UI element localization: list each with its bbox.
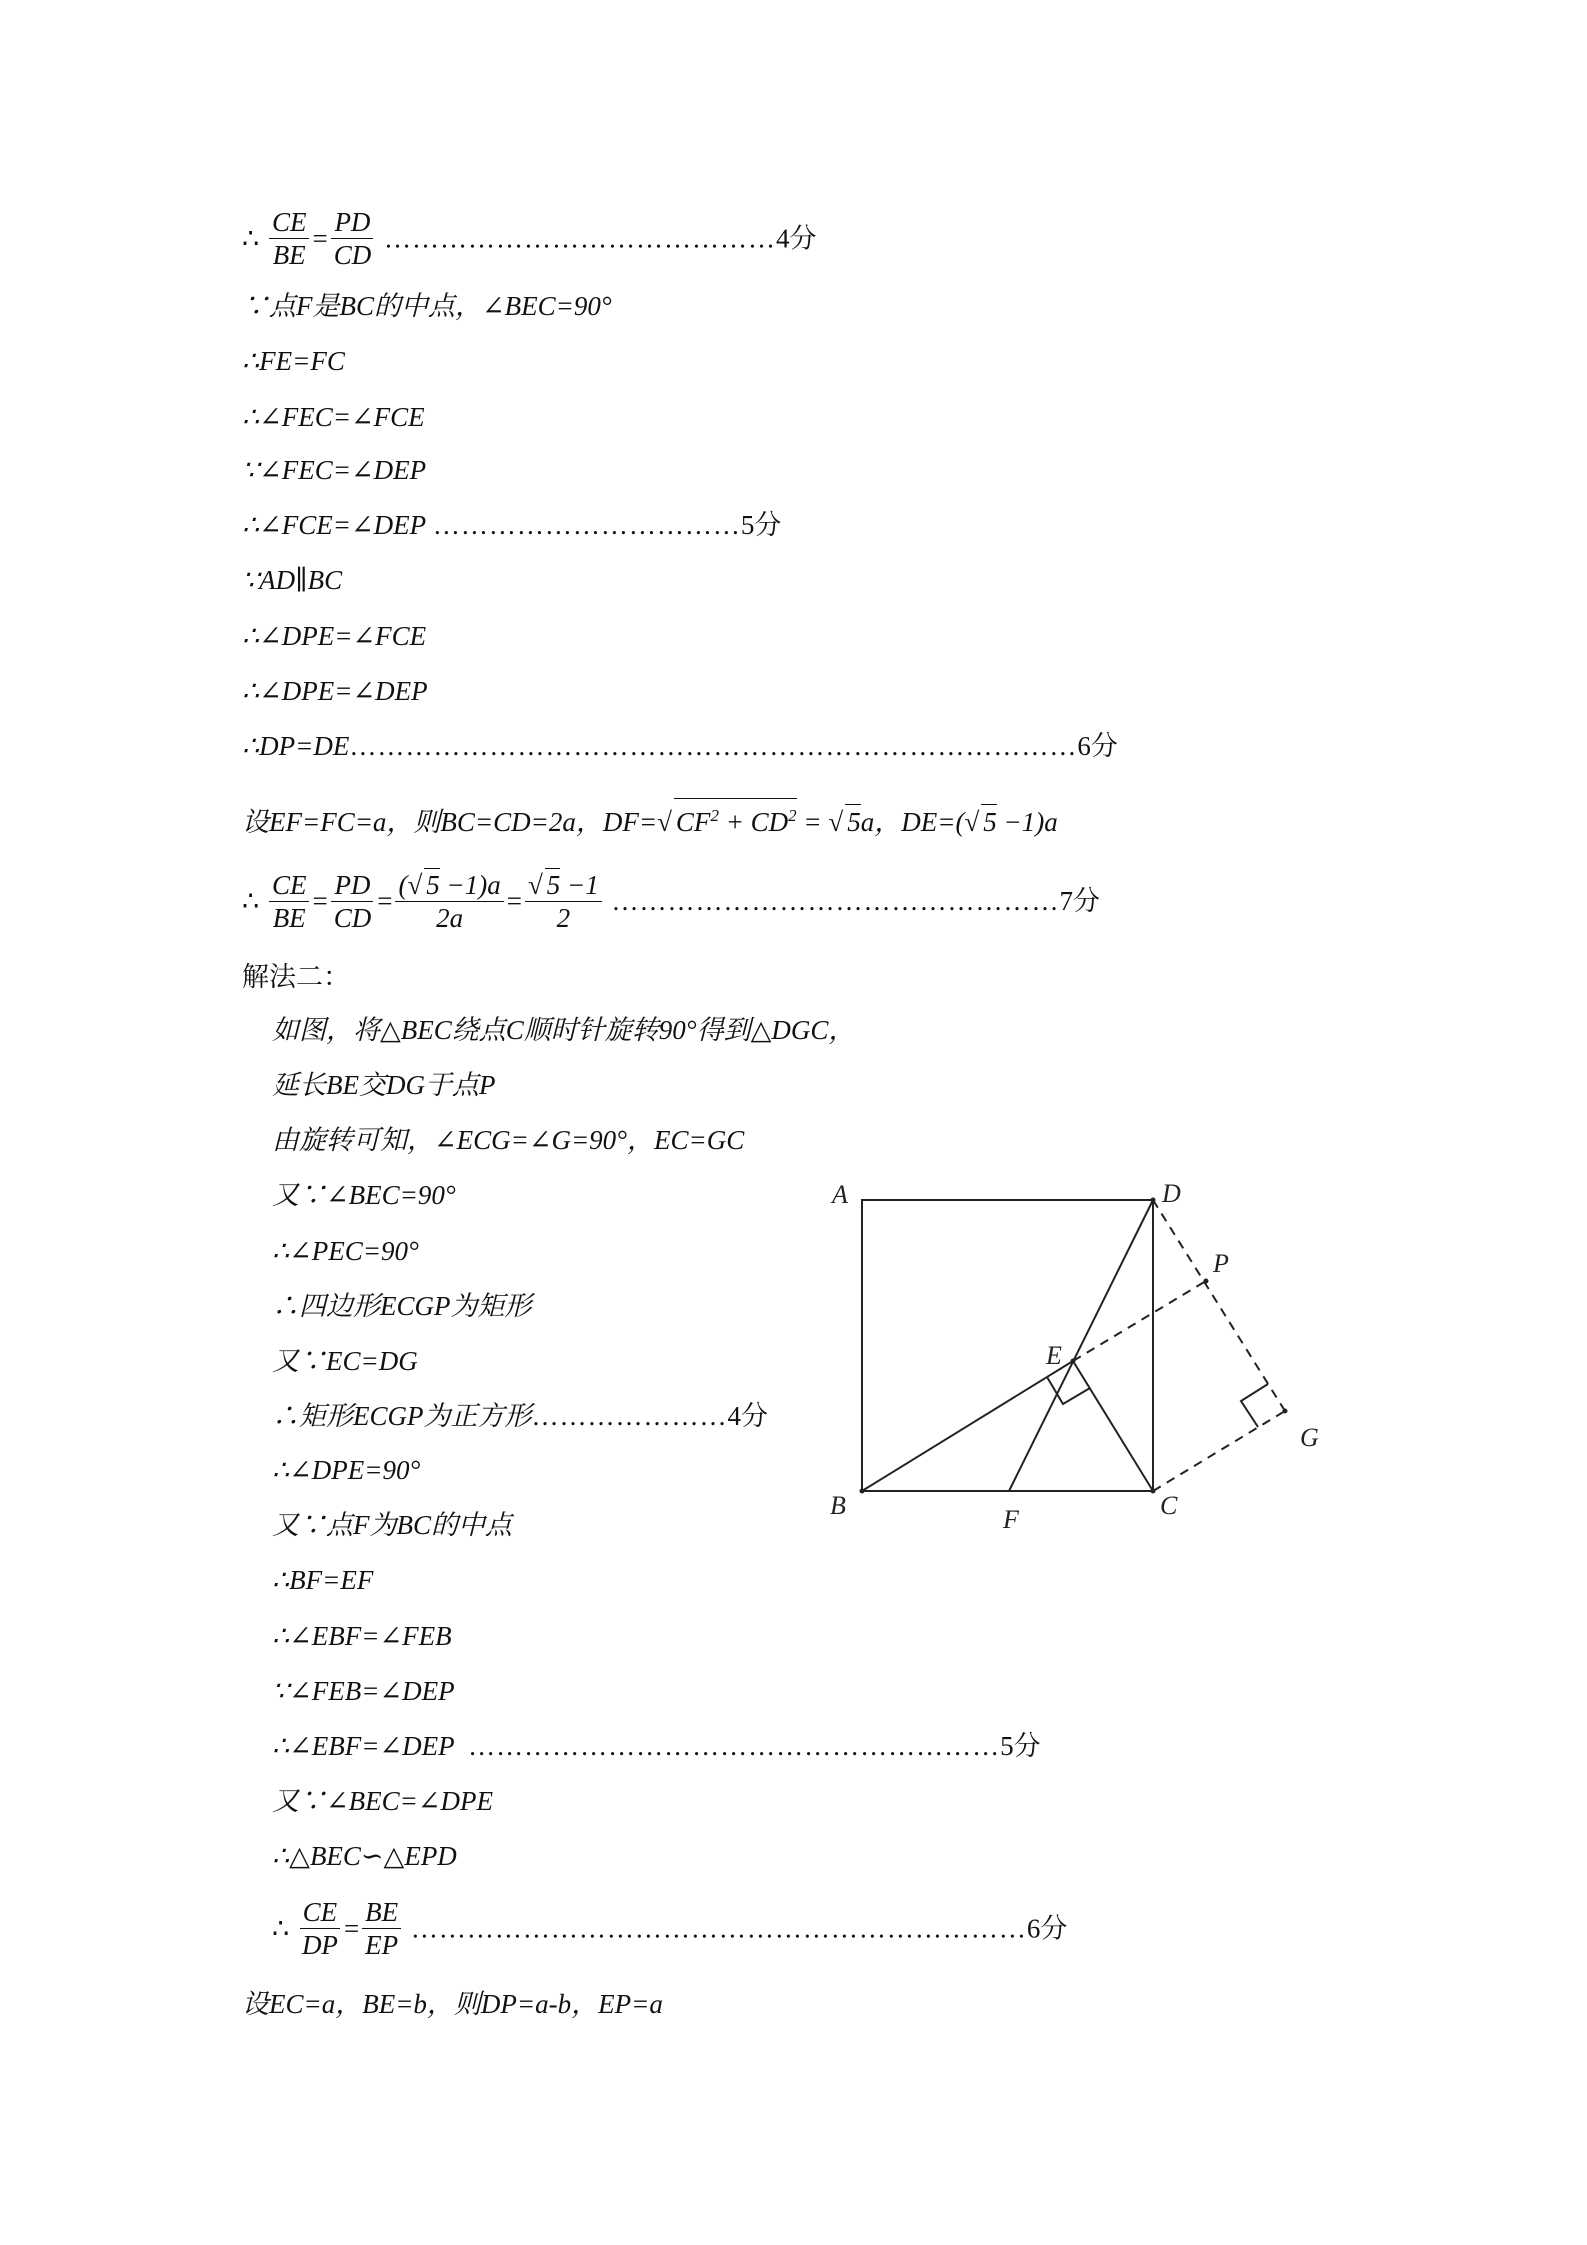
radical: 5 bbox=[981, 804, 997, 839]
m-line-1: 如图，将△BEC绕点C顺时针旋转90°得到△DGC， bbox=[272, 1015, 856, 1045]
denominator: EP bbox=[365, 1930, 399, 1960]
score-label: 5分 bbox=[1000, 1731, 1041, 1761]
numerator: CE bbox=[269, 869, 310, 902]
line-3: ∴FE=FC bbox=[242, 346, 345, 376]
text: −1)a bbox=[439, 870, 501, 900]
point-b bbox=[860, 1489, 865, 1494]
numerator: √ 5 −1 bbox=[525, 868, 602, 902]
radical: 5 bbox=[426, 870, 440, 900]
paren: ( bbox=[398, 870, 408, 900]
statement: ∴DP=DE bbox=[242, 731, 350, 761]
text: a，DE=( bbox=[860, 807, 965, 837]
line-2: ∵点F是BC的中点，∠BEC=90° bbox=[242, 291, 612, 321]
point-c bbox=[1151, 1489, 1156, 1494]
numerator: PD bbox=[331, 869, 373, 902]
radical: 5 bbox=[546, 870, 561, 900]
score-label: 6分 bbox=[1026, 1913, 1068, 1944]
denominator: 2 bbox=[556, 903, 571, 933]
score-label: 7分 bbox=[1059, 886, 1101, 916]
segment-cg-dashed bbox=[1153, 1411, 1285, 1491]
line-8: ∴∠DPE=∠FCE bbox=[242, 621, 427, 651]
leader-dots: …………………………………… bbox=[383, 223, 776, 254]
m-line-4: 又∵∠BEC=90° bbox=[272, 1180, 456, 1210]
label-e: E bbox=[1046, 1341, 1062, 1370]
m-line-3: 由旋转可知，∠ECG=∠G=90°，EC=GC bbox=[272, 1125, 745, 1155]
statement: ∴矩形ECGP为正方形 bbox=[272, 1401, 532, 1431]
equals: = bbox=[377, 886, 393, 916]
label-p: P bbox=[1213, 1249, 1229, 1278]
m-line-6: ∴四边形ECGP为矩形 bbox=[272, 1291, 532, 1321]
segment-df bbox=[1009, 1200, 1153, 1491]
denominator: BE bbox=[272, 902, 306, 933]
text: = bbox=[796, 807, 829, 837]
method2-heading: 解法二： bbox=[242, 962, 350, 992]
score-label: 5分 bbox=[740, 510, 782, 540]
therefore-symbol: ∴ bbox=[242, 223, 260, 254]
point-e bbox=[1071, 1359, 1076, 1364]
m-line-11: ∴BF=EF bbox=[272, 1565, 374, 1595]
text: −1 bbox=[560, 870, 599, 900]
m-line-12: ∴∠EBF=∠FEB bbox=[272, 1621, 452, 1651]
score-label: 4分 bbox=[775, 223, 817, 254]
line-11: 设EF=FC=a，则BC=CD=2a，DF=√ $CF^2 + CD^2$ = √ 5a，DE=(√ 5 −1)a bbox=[242, 798, 1058, 839]
leader-dots: ………………………………………… bbox=[611, 886, 1060, 916]
m-line-9: ∴∠DPE=90° bbox=[272, 1455, 421, 1485]
line-4: ∴∠FEC=∠FCE bbox=[242, 402, 425, 432]
label-a: A bbox=[832, 1180, 848, 1209]
denominator: BE bbox=[272, 240, 306, 270]
m-line-18: 设EC=a，BE=b，则DP=a-b，EP=a bbox=[242, 1989, 663, 2019]
m-line-5: ∴∠PEC=90° bbox=[272, 1236, 419, 1266]
numerator: CE bbox=[300, 1896, 341, 1929]
exponent: 2 bbox=[710, 806, 719, 825]
denominator: 2a bbox=[436, 903, 464, 933]
m-line-13: ∵∠FEB=∠DEP bbox=[272, 1676, 455, 1706]
exponent: 2 bbox=[788, 806, 797, 825]
score-label: 4分 bbox=[727, 1401, 768, 1431]
numerator: BE bbox=[362, 1896, 401, 1929]
therefore-symbol: ∴ bbox=[242, 886, 260, 916]
label-g: G bbox=[1300, 1423, 1319, 1452]
statement: ∴∠FCE=∠DEP bbox=[242, 510, 427, 540]
label-c: C bbox=[1160, 1491, 1178, 1520]
leader-dots: …………………………… bbox=[432, 510, 741, 540]
point-g bbox=[1283, 1409, 1288, 1414]
line-7: ∵AD∥BC bbox=[242, 565, 343, 595]
label-b: B bbox=[830, 1491, 846, 1520]
equals: = bbox=[343, 1913, 360, 1944]
text: 设EF=FC=a，则BC=CD=2a，DF= bbox=[242, 807, 658, 837]
denominator: DP bbox=[301, 1930, 338, 1960]
label-f: F bbox=[1003, 1505, 1019, 1534]
m-line-16: ∴△BEC∽△EPD bbox=[272, 1841, 457, 1871]
m-line-7: 又∵EC=DG bbox=[272, 1346, 418, 1376]
numerator: (√ 5 −1)a bbox=[395, 868, 503, 902]
statement: ∴∠EBF=∠DEP bbox=[272, 1731, 455, 1761]
numerator: PD bbox=[331, 206, 373, 239]
denominator: CD bbox=[333, 240, 372, 270]
radicand: CF bbox=[675, 807, 711, 837]
m-line-15: 又∵∠BEC=∠DPE bbox=[272, 1786, 493, 1816]
leader-dots: ………………………………………………… bbox=[468, 1731, 1001, 1761]
line-5: ∵∠FEC=∠DEP bbox=[242, 455, 427, 485]
denominator: CD bbox=[333, 902, 372, 933]
leader-dots: ………………………………………………………… bbox=[410, 1913, 1027, 1944]
m-line-10: 又∵点F为BC的中点 bbox=[272, 1510, 512, 1540]
leader-dots: ………………… bbox=[531, 1401, 728, 1431]
label-d: D bbox=[1162, 1179, 1181, 1208]
numerator: CE bbox=[269, 206, 310, 239]
line-9: ∴∠DPE=∠DEP bbox=[242, 676, 428, 706]
therefore-symbol: ∴ bbox=[272, 1913, 290, 1944]
segment-dg-dashed bbox=[1153, 1200, 1285, 1411]
m-line-2: 延长BE交DG于点P bbox=[272, 1070, 496, 1100]
equals: = bbox=[506, 886, 522, 916]
score-label: 6分 bbox=[1077, 731, 1118, 761]
point-p bbox=[1204, 1279, 1209, 1284]
equals: = bbox=[312, 223, 328, 254]
point-d bbox=[1151, 1198, 1156, 1203]
text: −1)a bbox=[996, 807, 1058, 837]
radicand: + CD bbox=[718, 807, 789, 837]
leader-dots: …………………………………………………………………… bbox=[349, 731, 1078, 761]
right-angle-mark-g bbox=[1241, 1384, 1268, 1427]
radical: 5 bbox=[845, 804, 861, 839]
square-abcd bbox=[862, 1200, 1153, 1491]
equals: = bbox=[312, 886, 328, 916]
segment-ec bbox=[1073, 1361, 1153, 1491]
